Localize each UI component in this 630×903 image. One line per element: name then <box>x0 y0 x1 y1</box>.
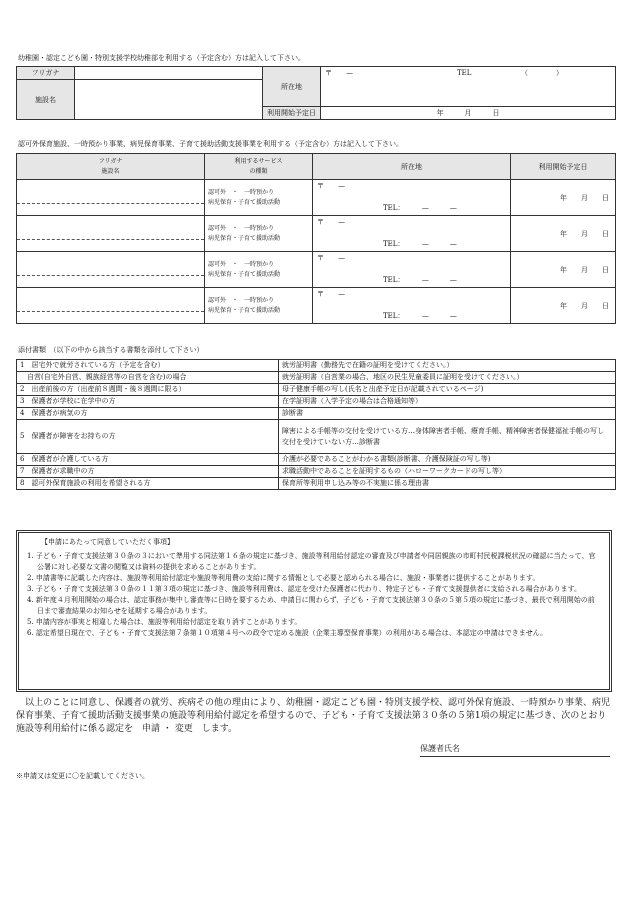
attach-condition: 7 保護者が求職中の方 <box>17 466 279 478</box>
agree-item: 1. 子ども・子育て支援法第３０条の３において準用する同法第１６条の規定に基づき、施設等利用給付認定の審査及び申請者や同居親族の市町村民税課税状況の確認に当たって、官公署に対し必要な文書の閲覧又は資料の提供を求めることがあります。 <box>27 552 596 571</box>
date-cell[interactable]: 年 月 日 <box>511 288 616 324</box>
attach-condition: 3 保護者が学校に在学中の方 <box>17 396 279 408</box>
start-date-label: 利用開始予定日 <box>263 107 321 120</box>
attach-condition: 1 居宅外で就労されている方（予定を含む） <box>17 360 279 372</box>
consent-text: 以上のことに同意し、保護者の就労、疾病その他の理由により、幼稚園・認定こども園・特別支援学校、認可外保育施設、一時預かり事業、病児保育事業、子育て援助活動支援事業の施設等利用給付認定を希望するので、子ども・子育て支援法第３０条の５第1項の規定に基づき、次のとおり施設等利用給付に係る認定を 申請 ・ 変更 します。 <box>16 698 611 734</box>
sec2-row <box>17 288 616 324</box>
agreement-box <box>16 530 612 692</box>
sec1-intro: 幼稚園・認定こども園・特別支援学校幼稚部を利用する（予定含む）方は記入して下さい。 <box>18 54 305 62</box>
postal-mark: 〒 — <box>317 254 345 262</box>
agree-item: 5. 申請内容が事実と相違した場合は、施設等利用給付認定を取り消すことがあります。 <box>27 618 302 626</box>
facility-name-cell[interactable] <box>17 180 205 216</box>
svc-line2: 病児保育・子育て援助活動 <box>208 198 281 206</box>
postal-mark: 〒 — <box>317 182 345 190</box>
service-cell[interactable] <box>205 288 313 324</box>
attach-document: 介護が必要であることがわかる書類(診断書、介護保険証の写し等) <box>279 454 616 466</box>
svc-line1: 認可外 ・ 一時預かり <box>208 224 275 232</box>
svc-line1: 認可外 ・ 一時預かり <box>208 188 275 196</box>
svc-line1: 認可外 ・ 一時預かり <box>208 296 275 304</box>
attach-document: 障害による手帳等の交付を受けている方…身体障害者手帳、療育手帳、精神障害者保健福祉手帳の写し 交付を受けていない方…診断書 <box>279 420 616 454</box>
attach-document: 在学証明書（入学予定の場合は合格通知等） <box>279 396 616 408</box>
attach-document: 就労証明書（自営業の場合、地区の民生児童委員に証明を受けてください。） <box>279 372 616 384</box>
agree-item: 3. 子ども・子育て支援法第３０条の１１第３項の規定に基づき、施設等利用費は、認定を受けた保護者に代わり、特定子ども・子育て支援提供者に支給される場合があります。 <box>27 585 582 593</box>
date-cell[interactable]: 年 月 日 <box>511 180 616 216</box>
attach-row <box>17 478 616 490</box>
furigana-input[interactable] <box>75 67 263 80</box>
attach-row <box>17 360 616 372</box>
service-cell[interactable] <box>205 180 313 216</box>
postal-mark: 〒 — <box>317 290 345 298</box>
svc-line1: 認可外 ・ 一時預かり <box>208 260 275 268</box>
loc-cell[interactable] <box>313 180 511 216</box>
h-name: フリガナ 施設名 <box>17 154 205 180</box>
svc-line2: 病児保育・子育て援助活動 <box>208 234 281 242</box>
svc-line2: 病児保育・子育て援助活動 <box>208 306 281 314</box>
attach-row <box>17 408 616 420</box>
attach-row <box>17 466 616 478</box>
facility-name-cell[interactable] <box>17 252 205 288</box>
furigana-label: フリガナ <box>17 67 75 80</box>
agree-item: 4. 新年度４月利用開始の場合は、認定事務が集中し審査等に日時を要するため、申請日に関わらず、子ども・子育て支援法第３０条の５第５項の規定に基づき、最長で利用開始の前日まで審査結果のお知らせを延期する場合があります。 <box>27 596 595 615</box>
agree-title: 【申請にあたって同意していただく事項】 <box>41 538 174 546</box>
attach-document: 診断書 <box>279 408 616 420</box>
postal-mark: 〒 — <box>325 69 353 77</box>
agree-items <box>27 551 599 639</box>
h-service: 利用するサービス の種類 <box>205 154 313 180</box>
tel-label: TEL： — — <box>383 312 457 320</box>
sec2-intro: 認可外保育施設、一時預かり事業、病児保育事業、子育て援助活動支援事業を利用する（予定含む）方は記入して下さい。 <box>18 140 403 148</box>
tel-paren: （ ） <box>521 69 563 77</box>
guardian-line[interactable] <box>420 756 610 757</box>
attach-document: 求職活動中であることを証明するもの（ハローワークカードの写し等） <box>279 466 616 478</box>
attach-row <box>17 396 616 408</box>
sec2-table <box>16 153 616 324</box>
h-location: 所在地 <box>313 154 511 180</box>
tel-label: TEL <box>457 69 472 77</box>
attach-row <box>17 384 616 396</box>
loc-cell[interactable] <box>313 288 511 324</box>
service-cell[interactable] <box>205 252 313 288</box>
tel-label: TEL： — — <box>383 276 457 284</box>
sec2-row <box>17 180 616 216</box>
postal-mark: 〒 — <box>317 218 345 226</box>
location-label: 所在地 <box>263 67 321 107</box>
attach-row <box>17 454 616 466</box>
sec1-table <box>16 66 616 120</box>
attach-document: 保育所等利用申し込み等の不実施に係る理由書 <box>279 478 616 490</box>
attach-document: 母子健康手帳の写し(氏名と出産予定日が記載されているページ) <box>279 384 616 396</box>
loc-cell[interactable] <box>313 252 511 288</box>
attach-condition: 2 出産前後の方（出産前８週間・後８週間に限る） <box>17 384 279 396</box>
attach-condition: 自営(自宅外自営、親族経営等の自営を含む)の場合 <box>17 372 279 384</box>
attach-row <box>17 420 616 454</box>
start-date-input[interactable]: 年 月 日 <box>321 107 616 120</box>
location-input[interactable] <box>321 67 616 107</box>
tel-label: TEL： — — <box>383 240 457 248</box>
attach-condition: 5 保護者が障害をお持ちの方 <box>17 420 279 454</box>
attach-condition: 6 保護者が介護している方 <box>17 454 279 466</box>
attach-document: 就労証明書（勤務先で在籍の証明を受けてください。） <box>279 360 616 372</box>
tel-label: TEL： — — <box>383 204 457 212</box>
facility-name-cell[interactable] <box>17 216 205 252</box>
agree-item: 2. 申請書等に記載した内容は、施設等利用給付認定や施設等利用費の支給に関する情報として必要と認められる場合に、施設・事業者に提供することがあります。 <box>27 574 540 582</box>
attach-title: 添付書類 （以下の中から該当する書類を添付して下さい） <box>18 346 204 354</box>
date-cell[interactable]: 年 月 日 <box>511 216 616 252</box>
guardian-label: 保護者氏名 <box>420 744 460 753</box>
sec2-row <box>17 216 616 252</box>
svc-line2: 病児保育・子育て援助活動 <box>208 270 281 278</box>
facility-label: 施設名 <box>17 80 75 120</box>
loc-cell[interactable] <box>313 216 511 252</box>
attach-condition: 4 保護者が病気の方 <box>17 408 279 420</box>
attach-table <box>16 359 616 490</box>
sec2-row <box>17 252 616 288</box>
service-cell[interactable] <box>205 216 313 252</box>
facility-name-cell[interactable] <box>17 288 205 324</box>
note-text: ※申請又は変更に〇を記載してください。 <box>16 772 149 780</box>
facility-input[interactable] <box>75 80 263 120</box>
attach-row <box>17 372 616 384</box>
date-cell[interactable]: 年 月 日 <box>511 252 616 288</box>
agree-item: 6. 認定希望日現在で、子ども・子育て支援法第７条第１０項第４号への政令で定める施設（企業主導型保育事業）の利用がある場合は、本認定の申請はできません。 <box>27 629 548 637</box>
h-start: 利用開始予定日 <box>511 154 616 180</box>
attach-condition: 8 認可外保育施設の利用を希望される方 <box>17 478 279 490</box>
